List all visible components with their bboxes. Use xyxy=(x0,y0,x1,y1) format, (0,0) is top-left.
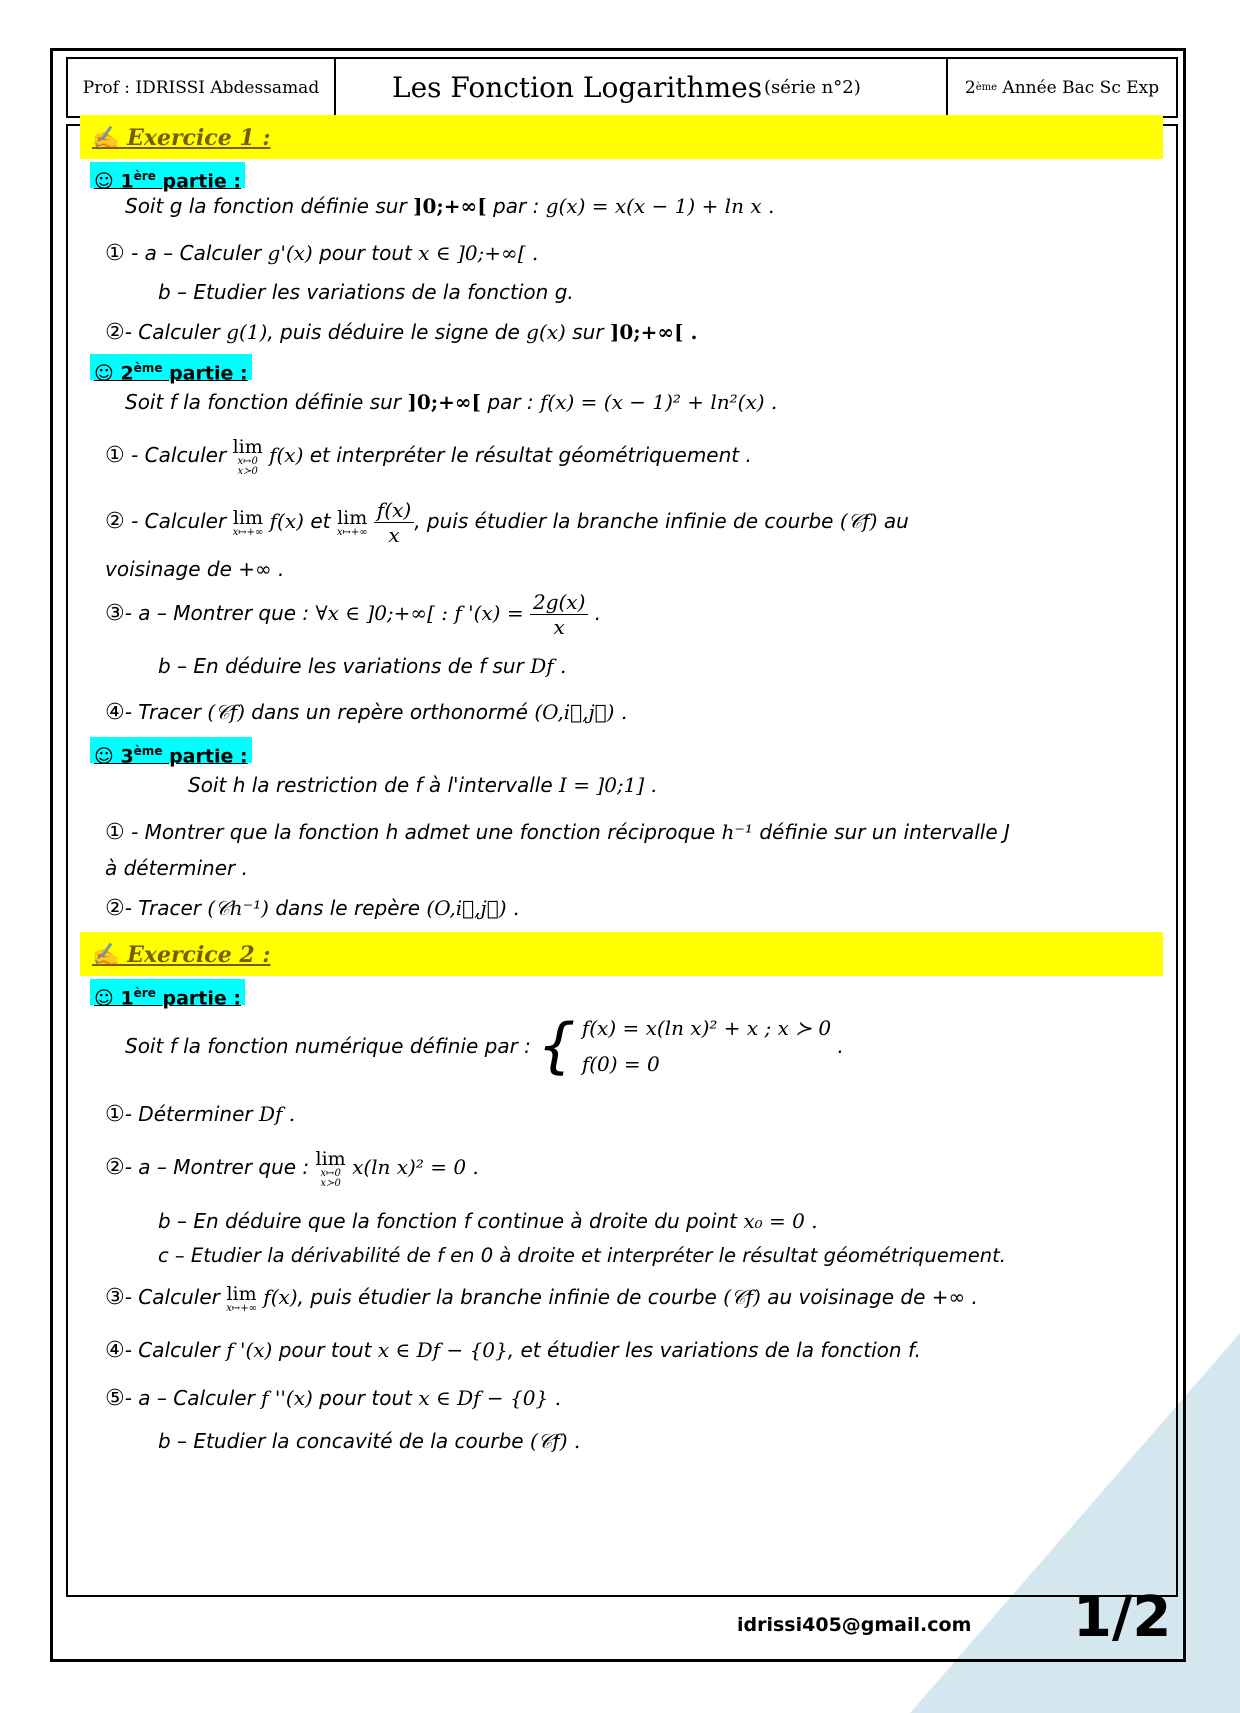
ex1-p2-q3b: b – En déduire les variations de f sur Df . xyxy=(158,654,567,678)
exercise1-part3-label: ☺ 3ème partie : xyxy=(90,737,252,763)
ex2-q5b: b – Etudier la concavité de la courbe (𝒞f) . xyxy=(158,1429,581,1453)
ex1-q1b: b – Etudier les variations de la fonction g. xyxy=(158,280,574,304)
smile-icon: ☺ xyxy=(94,362,114,385)
ex1-p3-q1-line2: à déterminer . xyxy=(105,856,248,880)
ex1-p2-q2: ② - Calculer lim x↦+∞ f(x) et lim x↦+∞ $\frac{f(x)}{x}$ , puis étudier la branche infinie de courbe (𝒞f) au xyxy=(105,498,909,547)
ex2-intro: Soit f la fonction numérique définie par : { f(x) = x(ln x)² + x ; x ≻ 0 f(0) = 0 . xyxy=(125,1011,844,1081)
exercise2-heading: ✍ Exercice 2 : xyxy=(80,932,1163,976)
pencil-icon: ✍ xyxy=(92,125,120,151)
exercise2-part1-label: ☺ 1ère partie : xyxy=(90,979,245,1005)
page-title: Les Fonction Logarithmes xyxy=(392,71,763,104)
ex1-p2-q3a: ③- a – Montrer que : ∀x ∈ ]0;+∞[ : f '(x) = $\frac{2g(x)}{x}$ . xyxy=(105,590,602,639)
ex1-p2-q1: ① - Calculer lim x↦0 x≻0 f(x) et interpréter le résultat géométriquement . xyxy=(105,436,752,477)
header-table xyxy=(66,57,1178,118)
ex1-p1-intro: Soit g la fonction définie sur ]0;+∞[ par : g(x) = x(x − 1) + ln x . xyxy=(125,194,775,218)
exercise1-part1-label: ☺ 1ère partie : xyxy=(90,162,245,188)
ex1-p3-intro: Soit h la restriction de f à l'intervalle I = ]0;1] . xyxy=(188,773,657,797)
series-label: (série n°2) xyxy=(764,77,861,98)
ex1-p3-q2: ②- Tracer (𝒞h⁻¹) dans le repère (O,i⃗,j⃗) . xyxy=(105,896,520,921)
smile-icon: ☺ xyxy=(94,745,114,768)
smile-icon: ☺ xyxy=(94,987,114,1010)
smile-icon: ☺ xyxy=(94,170,114,193)
header-title-cell xyxy=(336,59,948,116)
ex1-p2-q2-line2: voisinage de +∞ . xyxy=(105,557,285,581)
ex2-q5a: ⑤- a – Calculer f ''(x) pour tout x ∈ Df − {0} . xyxy=(105,1386,561,1411)
footer-email: idrissi405@gmail.com xyxy=(737,1614,972,1636)
ex1-p2-q4: ④- Tracer (𝒞f) dans un repère orthonormé (O,i⃗,j⃗) . xyxy=(105,700,628,725)
header-author: Prof : IDRISSI Abdessamad xyxy=(68,59,336,116)
ex2-q2b: b – En déduire que la fonction f continue à droite du point x₀ = 0 . xyxy=(158,1209,818,1233)
ex1-p3-q1: ① - Montrer que la fonction h admet une fonction réciproque h⁻¹ définie sur un intervalle J xyxy=(105,820,1010,845)
ex2-q2a: ②- a – Montrer que : lim x↦0 x≻0 x(ln x)² = 0 . xyxy=(105,1148,479,1189)
ex1-q1a: ① - a – Calculer g'(x) pour tout x ∈ ]0;+∞[ . xyxy=(105,241,539,266)
ex2-q2c: c – Etudier la dérivabilité de f en 0 à droite et interpréter le résultat géométriquement. xyxy=(158,1244,1006,1267)
ex2-q4: ④- Calculer f '(x) pour tout x ∈ Df − {0}, et étudier les variations de la fonction f. xyxy=(105,1338,921,1363)
page-number: 1/2 xyxy=(1073,1585,1172,1650)
ex2-q1: ①- Déterminer Df . xyxy=(105,1102,296,1127)
ex2-q3: ③- Calculer lim x↦+∞ f(x), puis étudier la branche infinie de courbe (𝒞f) au voisinage de +∞ . xyxy=(105,1283,978,1314)
header-level: 2 ème Année Bac Sc Exp xyxy=(964,77,1160,98)
exercise1-part2-label: ☺ 2ème partie : xyxy=(90,354,252,380)
ex1-q2: ②- Calculer g(1), puis déduire le signe de g(x) sur ]0;+∞[ . xyxy=(105,320,698,345)
pencil-icon: ✍ xyxy=(92,942,120,968)
exercise1-heading: ✍ Exercice 1 : xyxy=(80,115,1163,159)
ex1-p2-intro: Soit f la fonction définie sur ]0;+∞[ par : f(x) = (x − 1)² + ln²(x) . xyxy=(125,390,778,414)
